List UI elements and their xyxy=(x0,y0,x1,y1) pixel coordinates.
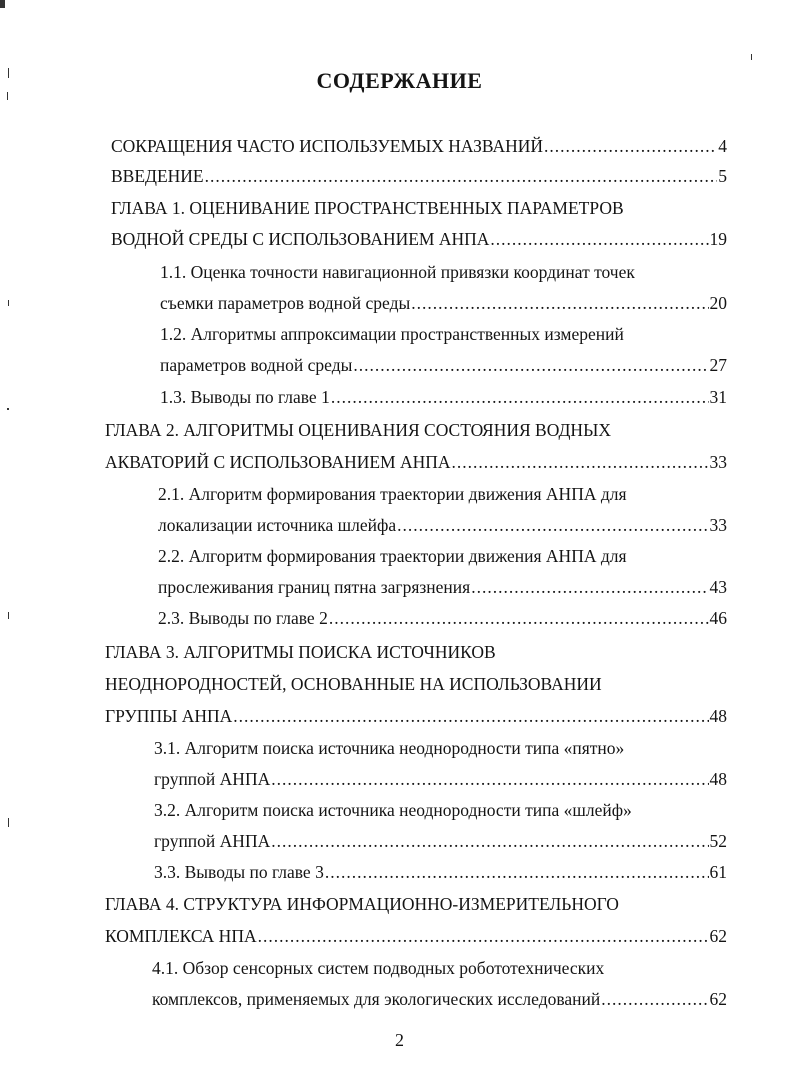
toc-page-number: 20 xyxy=(709,293,727,313)
scan-artifact xyxy=(751,54,752,60)
toc-page-number: 48 xyxy=(709,706,727,726)
toc-entry-text: СОКРАЩЕНИЯ ЧАСТО ИСПОЛЬЗУЕМЫХ НАЗВАНИЙ xyxy=(111,136,544,156)
toc-entry-text: 2.3. Выводы по главе 2 xyxy=(158,608,328,628)
toc-leader-dots xyxy=(397,515,708,536)
scan-artifact xyxy=(8,300,9,306)
toc-page-number: 33 xyxy=(709,515,727,535)
toc-page-number: 31 xyxy=(709,387,727,407)
toc-page-number: 33 xyxy=(709,452,727,472)
toc-entry-introduction[interactable] xyxy=(111,166,727,196)
toc-section-1-2-line[interactable]: 1.2. Алгоритмы аппроксимации пространственных измерений xyxy=(160,324,624,344)
toc-entry-section-1-3[interactable] xyxy=(160,387,727,417)
toc-leader-dots xyxy=(452,452,709,473)
scan-artifact xyxy=(8,818,9,827)
toc-page-number: 46 xyxy=(709,608,727,628)
toc-entry-text: 1.3. Выводы по главе 1 xyxy=(160,387,330,407)
toc-entry-chapter-4[interactable] xyxy=(105,926,727,956)
toc-entry-chapter-3[interactable] xyxy=(105,706,727,736)
toc-entry-abbreviations[interactable] xyxy=(111,136,727,166)
scan-artifact xyxy=(0,0,5,8)
toc-chapter-3-line-1[interactable]: ГЛАВА 3. АЛГОРИТМЫ ПОИСКА ИСТОЧНИКОВ xyxy=(105,642,496,662)
page-number: 2 xyxy=(395,1030,404,1050)
toc-entry-text: съемки параметров водной среды xyxy=(160,293,411,313)
toc-entry-text: группой АНПА xyxy=(154,831,271,851)
toc-entry-text: ВВЕДЕНИЕ xyxy=(111,166,204,186)
toc-page-number: 62 xyxy=(709,989,727,1009)
toc-entry-text: локализации источника шлейфа xyxy=(158,515,397,535)
toc-entry-text: ВОДНОЙ СРЕДЫ С ИСПОЛЬЗОВАНИЕМ АНПА xyxy=(111,229,490,249)
toc-page-number: 52 xyxy=(709,831,727,851)
scan-artifact xyxy=(8,68,9,78)
toc-entry-chapter-1[interactable] xyxy=(111,229,727,259)
toc-chapter-2-line[interactable]: ГЛАВА 2. АЛГОРИТМЫ ОЦЕНИВАНИЯ СОСТОЯНИЯ ВОДНЫХ xyxy=(105,420,611,440)
scan-artifact xyxy=(7,92,8,100)
toc-section-1-1-line[interactable]: 1.1. Оценка точности навигационной привязки координат точек xyxy=(160,262,635,282)
toc-leader-dots xyxy=(271,831,708,852)
toc-entry-section-3-1[interactable] xyxy=(154,769,727,799)
toc-entry-text: комплексов, применяемых для экологических исследований xyxy=(152,989,601,1009)
toc-page-number: 61 xyxy=(709,862,727,882)
toc-leader-dots xyxy=(411,293,708,314)
toc-page-number: 4 xyxy=(718,136,727,156)
toc-entry-text: параметров водной среды xyxy=(160,355,353,375)
toc-entry-section-3-2[interactable] xyxy=(154,831,727,861)
toc-entry-text: 3.3. Выводы по главе 3 xyxy=(154,862,324,882)
toc-entry-text: ГРУППЫ АНПА xyxy=(105,706,233,726)
toc-section-4-1-line[interactable]: 4.1. Обзор сенсорных систем подводных робототехнических xyxy=(152,958,605,978)
toc-chapter-4-line[interactable]: ГЛАВА 4. СТРУКТУРА ИНФОРМАЦИОННО-ИЗМЕРИТЕЛЬНОГО xyxy=(105,894,619,914)
page-title: СОДЕРЖАНИЕ xyxy=(316,68,483,93)
toc-section-3-2-line[interactable]: 3.2. Алгоритм поиска источника неоднородности типа «шлейф» xyxy=(154,800,632,820)
toc-entry-section-2-2[interactable] xyxy=(158,577,727,607)
toc-leader-dots xyxy=(544,136,717,157)
toc-leader-dots xyxy=(271,769,708,790)
toc-entry-section-2-3[interactable] xyxy=(158,608,727,638)
toc-entry-section-1-2[interactable] xyxy=(160,355,727,385)
toc-page-number: 19 xyxy=(709,229,727,249)
toc-leader-dots xyxy=(331,387,709,408)
toc-entry-text: КОМПЛЕКСА НПА xyxy=(105,926,257,946)
toc-entry-chapter-2[interactable] xyxy=(105,452,727,482)
toc-page-number: 43 xyxy=(709,577,727,597)
toc-page-number: 27 xyxy=(709,355,727,375)
toc-leader-dots xyxy=(490,229,708,250)
toc-section-2-1-line[interactable]: 2.1. Алгоритм формирования траектории движения АНПА для xyxy=(158,484,627,504)
toc-entry-section-1-1[interactable] xyxy=(160,293,727,323)
toc-entry-section-4-1[interactable] xyxy=(152,989,727,1019)
toc-page-number: 48 xyxy=(709,769,727,789)
toc-leader-dots xyxy=(601,989,708,1010)
toc-leader-dots xyxy=(258,926,709,947)
toc-page-number: 5 xyxy=(718,166,727,186)
toc-entry-section-2-1[interactable] xyxy=(158,515,727,545)
toc-leader-dots xyxy=(353,355,708,376)
toc-entry-section-3-3[interactable] xyxy=(154,862,727,892)
toc-section-3-1-line[interactable]: 3.1. Алгоритм поиска источника неоднородности типа «пятно» xyxy=(154,738,625,758)
toc-leader-dots xyxy=(329,608,709,629)
toc-leader-dots xyxy=(233,706,708,727)
toc-entry-text: АКВАТОРИЙ С ИСПОЛЬЗОВАНИЕМ АНПА xyxy=(105,452,451,472)
toc-leader-dots xyxy=(471,577,708,598)
toc-leader-dots xyxy=(205,166,718,187)
toc-entry-text: группой АНПА xyxy=(154,769,271,789)
toc-chapter-1-line[interactable]: ГЛАВА 1. ОЦЕНИВАНИЕ ПРОСТРАНСТВЕННЫХ ПАРАМЕТРОВ xyxy=(111,198,624,218)
toc-section-2-2-line[interactable]: 2.2. Алгоритм формирования траектории движения АНПА для xyxy=(158,546,627,566)
toc-page-number: 62 xyxy=(709,926,727,946)
scan-artifact xyxy=(7,408,9,410)
scan-artifact xyxy=(8,612,9,619)
toc-chapter-3-line-2[interactable]: НЕОДНОРОДНОСТЕЙ, ОСНОВАННЫЕ НА ИСПОЛЬЗОВАНИИ xyxy=(105,674,602,694)
toc-entry-text: прослеживания границ пятна загрязнения xyxy=(158,577,471,597)
toc-leader-dots xyxy=(325,862,709,883)
